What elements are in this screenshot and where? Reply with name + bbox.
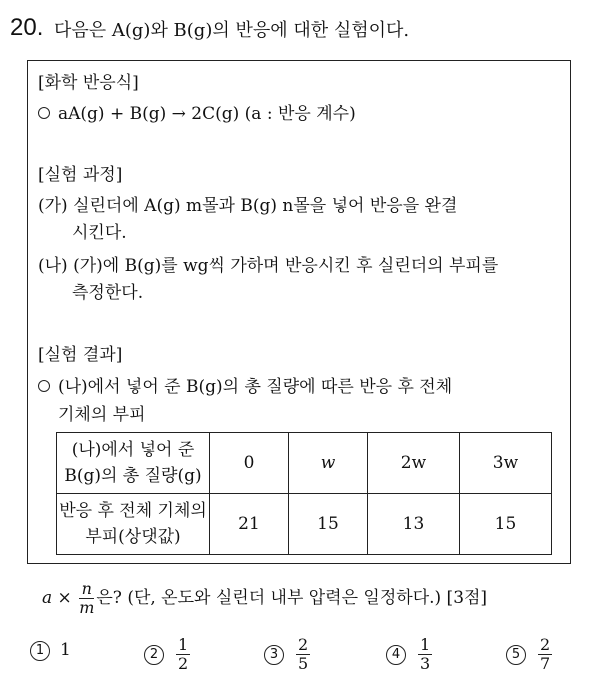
reaction-header: [화학 반응식] bbox=[38, 73, 139, 93]
choice-5[interactable] bbox=[506, 636, 554, 673]
expr-denominator: m bbox=[79, 598, 95, 617]
table-cell: 2w bbox=[367, 433, 459, 494]
result-line2: 기체의 부피 bbox=[58, 405, 146, 425]
expr-fraction bbox=[79, 580, 94, 617]
choice-4[interactable] bbox=[386, 636, 434, 673]
question-stem: 다음은 A(g)와 B(g)의 반응에 대한 실험이다. bbox=[54, 20, 410, 41]
procedure-header: [실험 과정] bbox=[38, 165, 123, 185]
choice-3[interactable] bbox=[264, 636, 312, 673]
row1-header-line2: B(g)의 총 질량(g) bbox=[64, 466, 202, 486]
table-cell: 13 bbox=[367, 494, 459, 555]
choice-fraction bbox=[418, 636, 432, 673]
row2-header bbox=[57, 494, 210, 555]
table-cell: w bbox=[288, 433, 367, 494]
choice-value: 1 bbox=[60, 640, 71, 660]
choice-mark: 5 bbox=[506, 645, 526, 665]
choice-fraction bbox=[538, 636, 552, 673]
choice-denominator: 7 bbox=[540, 654, 551, 673]
table-cell: 0 bbox=[210, 433, 289, 494]
choice-numerator: 2 bbox=[298, 635, 309, 654]
step-ga-line2: 시킨다. bbox=[72, 223, 127, 243]
expr-a: a bbox=[42, 588, 53, 608]
choice-fraction bbox=[176, 636, 190, 673]
step-na-line1: (나) (가)에 B(g)를 wg씩 가하며 반응시킨 후 실린더의 부피를 bbox=[38, 256, 499, 276]
choice-2[interactable] bbox=[144, 636, 192, 673]
choice-numerator: 1 bbox=[178, 635, 189, 654]
results-table bbox=[56, 432, 552, 555]
question-number: 20. bbox=[10, 14, 44, 41]
row2-header-line2: 부피(상댓값) bbox=[85, 527, 181, 547]
result-line1: (나)에서 넣어 준 B(g)의 총 질량에 따른 반응 후 전체 bbox=[58, 377, 453, 397]
circle-bullet-icon bbox=[38, 107, 50, 119]
table-cell: 21 bbox=[210, 494, 289, 555]
choice-mark: 3 bbox=[264, 645, 284, 665]
table-cell: 3w bbox=[459, 433, 551, 494]
reaction-equation: aA(g) + B(g) → 2C(g) (a : 반응 계수) bbox=[58, 104, 356, 124]
results-header: [실험 결과] bbox=[38, 345, 123, 365]
choice-denominator: 3 bbox=[420, 654, 431, 673]
choice-numerator: 1 bbox=[420, 635, 431, 654]
table-row bbox=[57, 433, 552, 494]
table-cell: 15 bbox=[288, 494, 367, 555]
row1-header-line1: (나)에서 넣어 준 bbox=[71, 440, 195, 460]
step-ga-line1: (가) 실린더에 A(g) m몰과 B(g) n몰을 넣어 반응을 완결 bbox=[38, 196, 458, 216]
table-row bbox=[57, 494, 552, 555]
choice-mark: 4 bbox=[386, 645, 406, 665]
choice-numerator: 2 bbox=[540, 635, 551, 654]
choice-fraction bbox=[296, 636, 310, 673]
expr-numerator: n bbox=[79, 580, 94, 599]
result-line1-wrap bbox=[38, 375, 452, 399]
expr-times: × bbox=[57, 588, 72, 608]
row1-header bbox=[57, 433, 210, 494]
choice-mark: 1 bbox=[30, 641, 50, 661]
step-na-line2: 측정한다. bbox=[72, 283, 144, 303]
table-cell: 15 bbox=[459, 494, 551, 555]
choice-denominator: 5 bbox=[298, 654, 309, 673]
choice-mark: 2 bbox=[144, 645, 164, 665]
row2-header-line1: 반응 후 전체 기체의 bbox=[59, 501, 207, 521]
reaction-equation-line bbox=[38, 102, 356, 126]
circle-bullet-icon bbox=[38, 380, 50, 392]
choice-1[interactable] bbox=[30, 640, 71, 661]
prompt-rest: 은? (단, 온도와 실린더 내부 압력은 일정하다.) [3점] bbox=[96, 588, 488, 608]
question-prompt bbox=[42, 580, 487, 617]
choice-denominator: 2 bbox=[178, 654, 189, 673]
